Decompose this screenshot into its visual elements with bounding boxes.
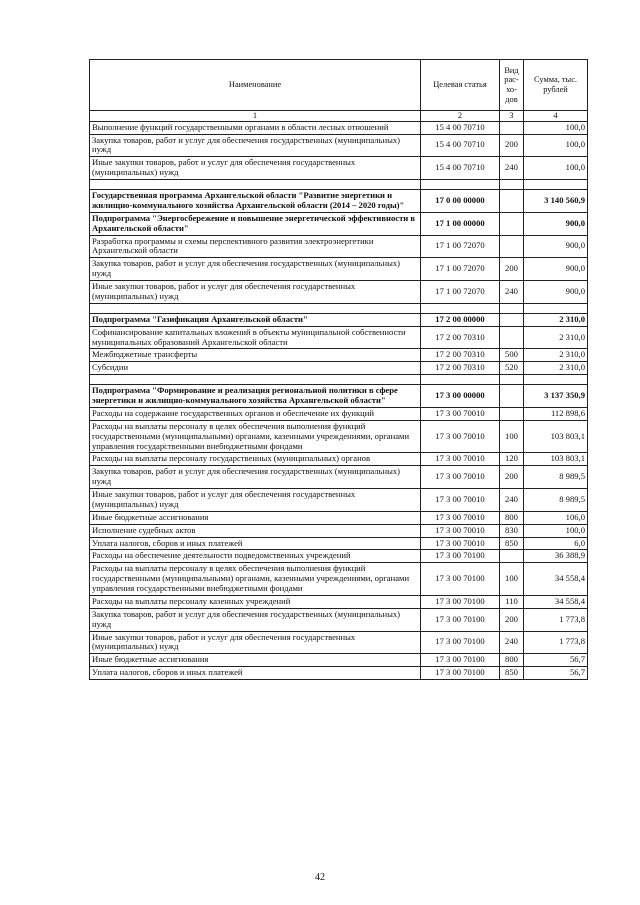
row-expense-type-cell: 830 — [500, 524, 524, 537]
row-sum-cell: 1 773,8 — [524, 631, 588, 654]
row-sum-cell: 900,0 — [524, 235, 588, 258]
spacer-cell — [421, 303, 500, 313]
row-sum-cell: 56,7 — [524, 654, 588, 667]
row-name-cell: Подпрограмма "Газификация Архангельской области" — [90, 313, 421, 326]
table-row — [90, 453, 588, 466]
table-row — [90, 489, 588, 512]
row-sum-cell: 106,0 — [524, 511, 588, 524]
program-row — [90, 190, 588, 213]
table-row — [90, 362, 588, 375]
row-sum-cell: 34 558,4 — [524, 595, 588, 608]
row-target-article-cell: 17 0 00 00000 — [421, 190, 500, 213]
table-row — [90, 537, 588, 550]
row-target-article-cell: 17 3 00 70100 — [421, 595, 500, 608]
row-expense-type-cell — [500, 326, 524, 349]
row-name-cell: Выполнение функций государственными органами в области лесных отношений — [90, 121, 421, 134]
row-expense-type-cell: 240 — [500, 157, 524, 180]
row-sum-cell: 112 898,6 — [524, 407, 588, 420]
row-name-cell: Закупка товаров, работ и услуг для обеспечения государственных (муниципальных) нужд — [90, 466, 421, 489]
row-expense-type-cell: 240 — [500, 631, 524, 654]
row-name-cell: Иные бюджетные ассигнования — [90, 654, 421, 667]
row-expense-type-cell — [500, 313, 524, 326]
row-name-cell: Расходы на содержание государственных органов и обеспечение их функций — [90, 407, 421, 420]
spacer-cell — [500, 180, 524, 190]
table-row — [90, 511, 588, 524]
table-row — [90, 563, 588, 596]
row-name-cell: Субсидии — [90, 362, 421, 375]
table-row — [90, 134, 588, 157]
row-name-cell: Расходы на обеспечение деятельности подведомственных учреждений — [90, 550, 421, 563]
row-expense-type-cell: 240 — [500, 489, 524, 512]
row-expense-type-cell: 120 — [500, 453, 524, 466]
table-row — [90, 667, 588, 680]
row-target-article-cell: 17 1 00 00000 — [421, 212, 500, 235]
row-name-cell: Закупка товаров, работ и услуг для обеспечения государственных (муниципальных) нужд — [90, 134, 421, 157]
row-sum-cell: 100,0 — [524, 524, 588, 537]
row-target-article-cell: 17 3 00 70100 — [421, 550, 500, 563]
table-row — [90, 235, 588, 258]
row-target-article-cell: 17 2 00 70310 — [421, 362, 500, 375]
row-sum-cell: 2 310,0 — [524, 349, 588, 362]
row-target-article-cell: 15 4 00 70710 — [421, 134, 500, 157]
row-name-cell: Иные закупки товаров, работ и услуг для обеспечения государственных (муниципальных) нужд — [90, 157, 421, 180]
page-number: 42 — [315, 872, 325, 883]
row-name-cell: Исполнение судебных актов — [90, 524, 421, 537]
row-name-cell: Подпрограмма "Энергосбережение и повышение энергетической эффективности в Архангельской области" — [90, 212, 421, 235]
row-name-cell: Расходы на выплаты персоналу в целях обеспечения выполнения функций государственными (муниципальными) органами, казенными учреждениями, органами управления государственными внебюджетными фондами — [90, 420, 421, 453]
table-row — [90, 524, 588, 537]
spacer-cell — [524, 180, 588, 190]
row-sum-cell: 34 558,4 — [524, 563, 588, 596]
row-expense-type-cell: 200 — [500, 466, 524, 489]
row-sum-cell: 1 773,8 — [524, 608, 588, 631]
row-target-article-cell: 17 3 00 70010 — [421, 407, 500, 420]
row-name-cell: Подпрограмма "Формирование и реализация региональной политики в сфере энергетики и жилищно-коммунального хозяйства Архангельской области" — [90, 385, 421, 408]
spacer-cell — [500, 303, 524, 313]
table-row — [90, 420, 588, 453]
row-expense-type-cell: 200 — [500, 134, 524, 157]
row-expense-type-cell — [500, 212, 524, 235]
row-expense-type-cell — [500, 407, 524, 420]
row-sum-cell: 3 140 560,9 — [524, 190, 588, 213]
row-target-article-cell: 17 1 00 72070 — [421, 258, 500, 281]
row-target-article-cell: 17 1 00 72070 — [421, 235, 500, 258]
row-sum-cell: 36 388,9 — [524, 550, 588, 563]
table-row — [90, 157, 588, 180]
row-sum-cell: 8 989,5 — [524, 466, 588, 489]
table-row — [90, 550, 588, 563]
row-expense-type-cell: 110 — [500, 595, 524, 608]
spacer-cell — [421, 375, 500, 385]
table-body — [90, 121, 588, 679]
row-expense-type-cell — [500, 190, 524, 213]
row-target-article-cell: 17 3 00 70010 — [421, 453, 500, 466]
table-row — [90, 595, 588, 608]
row-target-article-cell: 17 2 00 00000 — [421, 313, 500, 326]
row-expense-type-cell: 850 — [500, 667, 524, 680]
row-sum-cell: 103 803,1 — [524, 453, 588, 466]
table-row — [90, 349, 588, 362]
table-row — [90, 407, 588, 420]
spacer-row — [90, 180, 588, 190]
row-expense-type-cell: 240 — [500, 281, 524, 304]
row-expense-type-cell — [500, 550, 524, 563]
row-name-cell: Иные закупки товаров, работ и услуг для обеспечения государственных (муниципальных) нужд — [90, 489, 421, 512]
row-target-article-cell: 17 2 00 70310 — [421, 326, 500, 349]
header-sum: Сумма, тыс. рублей — [524, 60, 588, 111]
row-expense-type-cell: 200 — [500, 608, 524, 631]
row-target-article-cell: 17 3 00 70010 — [421, 466, 500, 489]
row-name-cell: Софинансирование капитальных вложений в объекты муниципальной собственности муниципальных образований Архангельской области — [90, 326, 421, 349]
row-target-article-cell: 17 3 00 70100 — [421, 631, 500, 654]
budget-table — [89, 59, 588, 680]
row-name-cell: Иные закупки товаров, работ и услуг для обеспечения государственных (муниципальных) нужд — [90, 631, 421, 654]
row-target-article-cell: 17 3 00 70100 — [421, 654, 500, 667]
header-expense-type: Вид рас-хо-дов — [500, 60, 524, 111]
row-target-article-cell: 15 4 00 70710 — [421, 121, 500, 134]
row-sum-cell: 6,0 — [524, 537, 588, 550]
header-row — [90, 60, 588, 111]
row-sum-cell: 56,7 — [524, 667, 588, 680]
spacer-cell — [524, 303, 588, 313]
table-row — [90, 466, 588, 489]
row-name-cell: Закупка товаров, работ и услуг для обеспечения государственных (муниципальных) нужд — [90, 258, 421, 281]
row-name-cell: Уплата налогов, сборов и иных платежей — [90, 667, 421, 680]
table-row — [90, 121, 588, 134]
row-target-article-cell: 17 3 00 70010 — [421, 511, 500, 524]
row-expense-type-cell — [500, 121, 524, 134]
row-target-article-cell: 17 1 00 72070 — [421, 281, 500, 304]
column-number: 2 — [421, 111, 500, 122]
row-sum-cell: 103 803,1 — [524, 420, 588, 453]
row-expense-type-cell: 500 — [500, 349, 524, 362]
row-expense-type-cell — [500, 385, 524, 408]
table-row — [90, 281, 588, 304]
row-sum-cell: 900,0 — [524, 212, 588, 235]
row-name-cell: Межбюджетные трансферты — [90, 349, 421, 362]
table-row — [90, 654, 588, 667]
row-target-article-cell: 17 3 00 70010 — [421, 420, 500, 453]
row-target-article-cell: 17 2 00 70310 — [421, 349, 500, 362]
header-target-article: Целевая статья — [421, 60, 500, 111]
header-name: Наименование — [90, 60, 421, 111]
row-name-cell: Расходы на выплаты персоналу в целях обеспечения выполнения функций государственными (муниципальными) органами, казенными учреждениями, органами управления государственными внебюджетными фондами — [90, 563, 421, 596]
row-name-cell: Государственная программа Архангельской области "Развитие энергетики и жилищно-коммунального хозяйства Архангельской области (2014 – 2020 годы)" — [90, 190, 421, 213]
row-target-article-cell: 17 3 00 70100 — [421, 667, 500, 680]
column-number: 3 — [500, 111, 524, 122]
row-name-cell: Иные бюджетные ассигнования — [90, 511, 421, 524]
row-sum-cell: 2 310,0 — [524, 362, 588, 375]
row-sum-cell: 2 310,0 — [524, 313, 588, 326]
table-row — [90, 631, 588, 654]
column-number: 1 — [90, 111, 421, 122]
row-target-article-cell: 17 3 00 70010 — [421, 524, 500, 537]
spacer-cell — [500, 375, 524, 385]
column-number: 4 — [524, 111, 588, 122]
row-target-article-cell: 17 3 00 70010 — [421, 489, 500, 512]
spacer-cell — [524, 375, 588, 385]
row-expense-type-cell: 520 — [500, 362, 524, 375]
row-expense-type-cell: 200 — [500, 258, 524, 281]
row-sum-cell: 100,0 — [524, 134, 588, 157]
row-sum-cell: 3 137 350,9 — [524, 385, 588, 408]
table-row — [90, 258, 588, 281]
spacer-row — [90, 303, 588, 313]
row-sum-cell: 900,0 — [524, 258, 588, 281]
spacer-cell — [90, 303, 421, 313]
row-sum-cell: 8 989,5 — [524, 489, 588, 512]
row-expense-type-cell: 850 — [500, 537, 524, 550]
row-target-article-cell: 15 4 00 70710 — [421, 157, 500, 180]
row-sum-cell: 900,0 — [524, 281, 588, 304]
row-expense-type-cell: 100 — [500, 420, 524, 453]
row-expense-type-cell: 800 — [500, 511, 524, 524]
row-name-cell: Иные закупки товаров, работ и услуг для обеспечения государственных (муниципальных) нужд — [90, 281, 421, 304]
row-name-cell: Расходы на выплаты персоналу казенных учреждений — [90, 595, 421, 608]
row-sum-cell: 100,0 — [524, 121, 588, 134]
spacer-row — [90, 375, 588, 385]
spacer-cell — [90, 375, 421, 385]
row-target-article-cell: 17 3 00 70010 — [421, 537, 500, 550]
row-target-article-cell: 17 3 00 70100 — [421, 563, 500, 596]
row-expense-type-cell: 800 — [500, 654, 524, 667]
row-sum-cell: 100,0 — [524, 157, 588, 180]
table-row — [90, 326, 588, 349]
row-name-cell: Уплата налогов, сборов и иных платежей — [90, 537, 421, 550]
row-name-cell: Разработка программы и схемы перспективного развития электроэнергетики Архангельской области — [90, 235, 421, 258]
table-row — [90, 608, 588, 631]
row-target-article-cell: 17 3 00 70100 — [421, 608, 500, 631]
program-row — [90, 385, 588, 408]
row-expense-type-cell — [500, 235, 524, 258]
row-name-cell: Закупка товаров, работ и услуг для обеспечения государственных (муниципальных) нужд — [90, 608, 421, 631]
program-row — [90, 212, 588, 235]
row-target-article-cell: 17 3 00 00000 — [421, 385, 500, 408]
spacer-cell — [90, 180, 421, 190]
row-name-cell: Расходы на выплаты персоналу государственных (муниципальных) органов — [90, 453, 421, 466]
program-row — [90, 313, 588, 326]
row-expense-type-cell: 100 — [500, 563, 524, 596]
column-number-row — [90, 111, 588, 122]
spacer-cell — [421, 180, 500, 190]
row-sum-cell: 2 310,0 — [524, 326, 588, 349]
